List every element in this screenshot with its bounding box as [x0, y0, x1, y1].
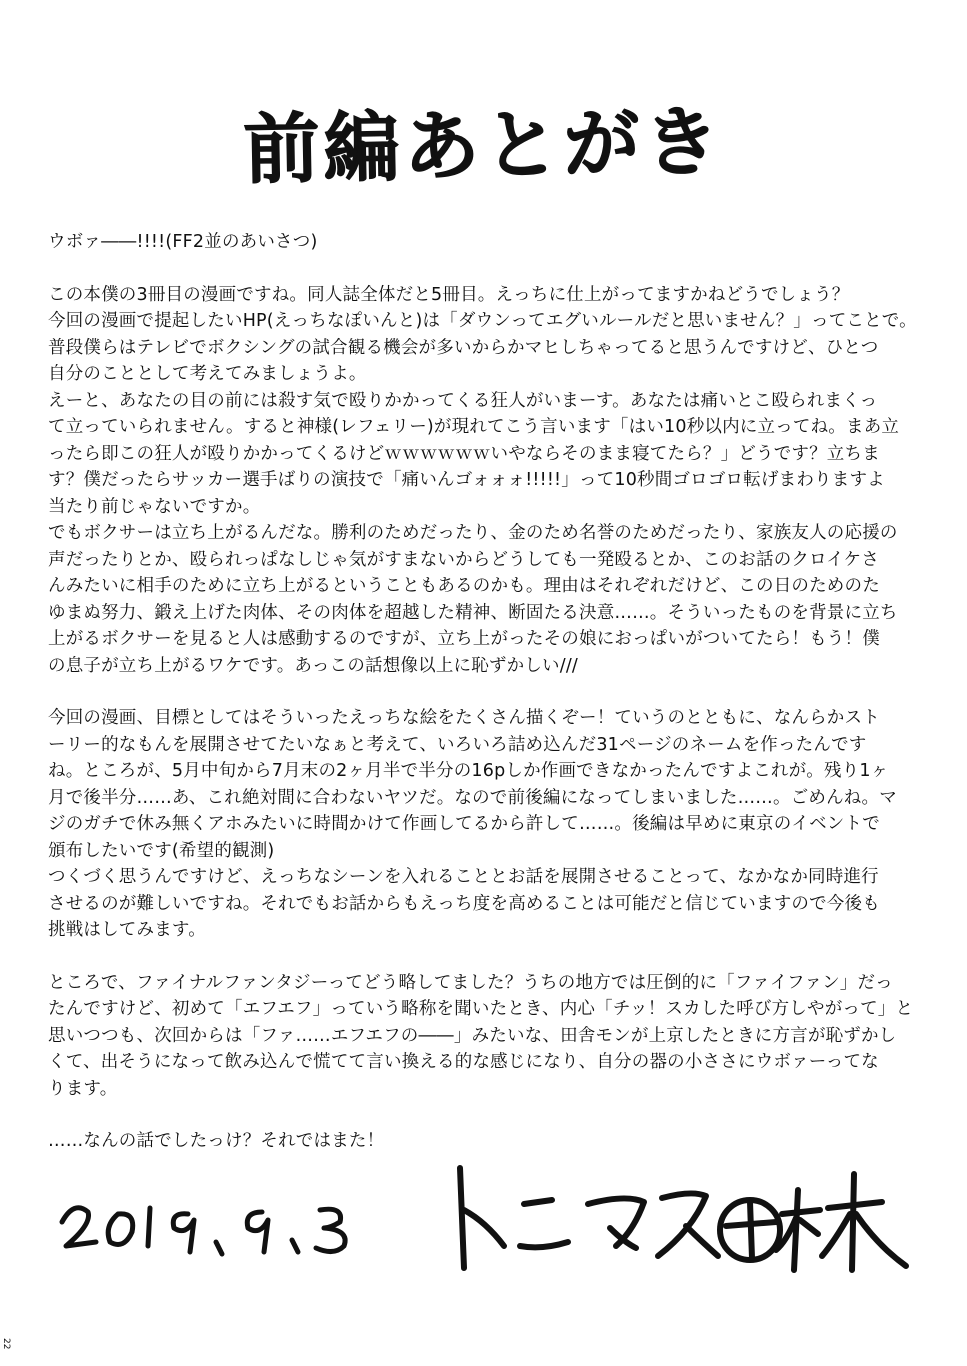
paragraph-closing: ……なんの話でしたっけ？それではまた！	[48, 1131, 385, 1151]
signature-area	[40, 1150, 940, 1280]
paragraph-gap	[48, 679, 926, 705]
handwritten-signature	[430, 1150, 930, 1280]
paragraph-greeting: ウボァ――!!!!(FF2並のあいさつ)	[48, 232, 318, 252]
paragraph-gap	[48, 1102, 926, 1128]
page-title: 前編あとがき	[242, 96, 725, 195]
paragraph-gap	[48, 256, 926, 282]
paragraph-boxing: この本僕の3冊目の漫画ですね。同人誌全体だと5冊目。えっちに仕上がってますかねどうでしょう？ 今回の漫画で提起したいHP(えっちなぽいんと)は「ダウンってエグいルールだと思いません？」ってことで。 普段僕らはテレビでボクシングの試合観る機会が多いからかマヒしちゃってると思うんですけど、ひとつ 自分のこととして考えてみましょうよ。 えーと、あなたの目の前には殺す気で殴りかかってくる狂人がいまーす。あなたは痛いとこ殴られまくっ て立っていられません。すると神様(レフェリー)が現れてこう言います「はい10秒以内に立ってね。まあ立 ったら即この狂人が殴りかかってくるけどｗｗｗｗｗｗいやならそのまま寝てたら？」どうです？立ちま す？僕だったらサッカー選手ばりの演技で「痛いんゴォォォ!!!!!」って10秒間ゴロゴロ転げまわりますよ 当たり前じゃないですか。 でもボクサーは立ち上がるんだな。勝利のためだったり、金のため名誉のためだったり、家族友人の応援の 声だったりとか、殴られっぱなしじゃ気がすまないからどうしても一発殴るとか、このお話のクロイケさ んみたいに相手のために立ち上がるということもあるのかも。理由はそれぞれだけど、この日のためのた ゆまぬ努力、鍛え上げた肉体、その肉体を超越した精神、断固たる決意……。そういったものを背景に立ち 上がるボクサーを見ると人は感動するのですが、立ち上がったその娘におっぱいがついてたら！もう！僕 の息子が立ち上がるワケです。あっこの話想像以上に恥ずかしい///	[48, 284, 917, 676]
paragraph-production: 今回の漫画、目標としてはそういったえっちな絵をたくさん描くぞー！ていうのとともに、なんらかスト ーリー的なもんを展開させてたいなぁと考えて、いろいろ詰め込んだ31ページのネームを作ったんです ね。ところが、5月中旬から7月末の2ヶ月半で半分の16pしか作画できなかったんですよこれが。残り1ヶ 月で後半分……あ、これ絶対間に合わないヤツだ。なので前後編になってしまいました……。ごめんね。マ ジのガチで休み無くアホみたいに時間かけて作画してるから許して……。後編は早めに東京のイベントで 頒布したいです(希望的観測) つくづく思うんですけど、えっちなシーンを入れることとお話を展開させることって、なかなか同時進行 させるのが難しいですね。それでもお話からもえっち度を高めることは可能だと信じていますので今後も 挑戦はしてみます。	[48, 708, 897, 940]
paragraph-gap	[48, 944, 926, 970]
handwritten-date	[40, 1150, 400, 1280]
paragraph-final-fantasy: ところで、ファイナルファンタジーってどう略してました？うちの地方では圧倒的に「ファイファン」だっ たんですけど、初めて「エフエフ」っていう略称を聞いたとき、内心「チッ！スカした呼び方しやがって」と 思いつつも、次回からは「ファ……エフエフの――」みたいな、田舎モンが上京したときに方言が恥ずかし くて、出そうになって飲み込んで慌てて言い換える的な感じになり、自分の器の小ささにウボァーってな ります。	[48, 972, 914, 1099]
page-number: 22	[1, 1338, 11, 1350]
afterword-body	[48, 229, 926, 1155]
